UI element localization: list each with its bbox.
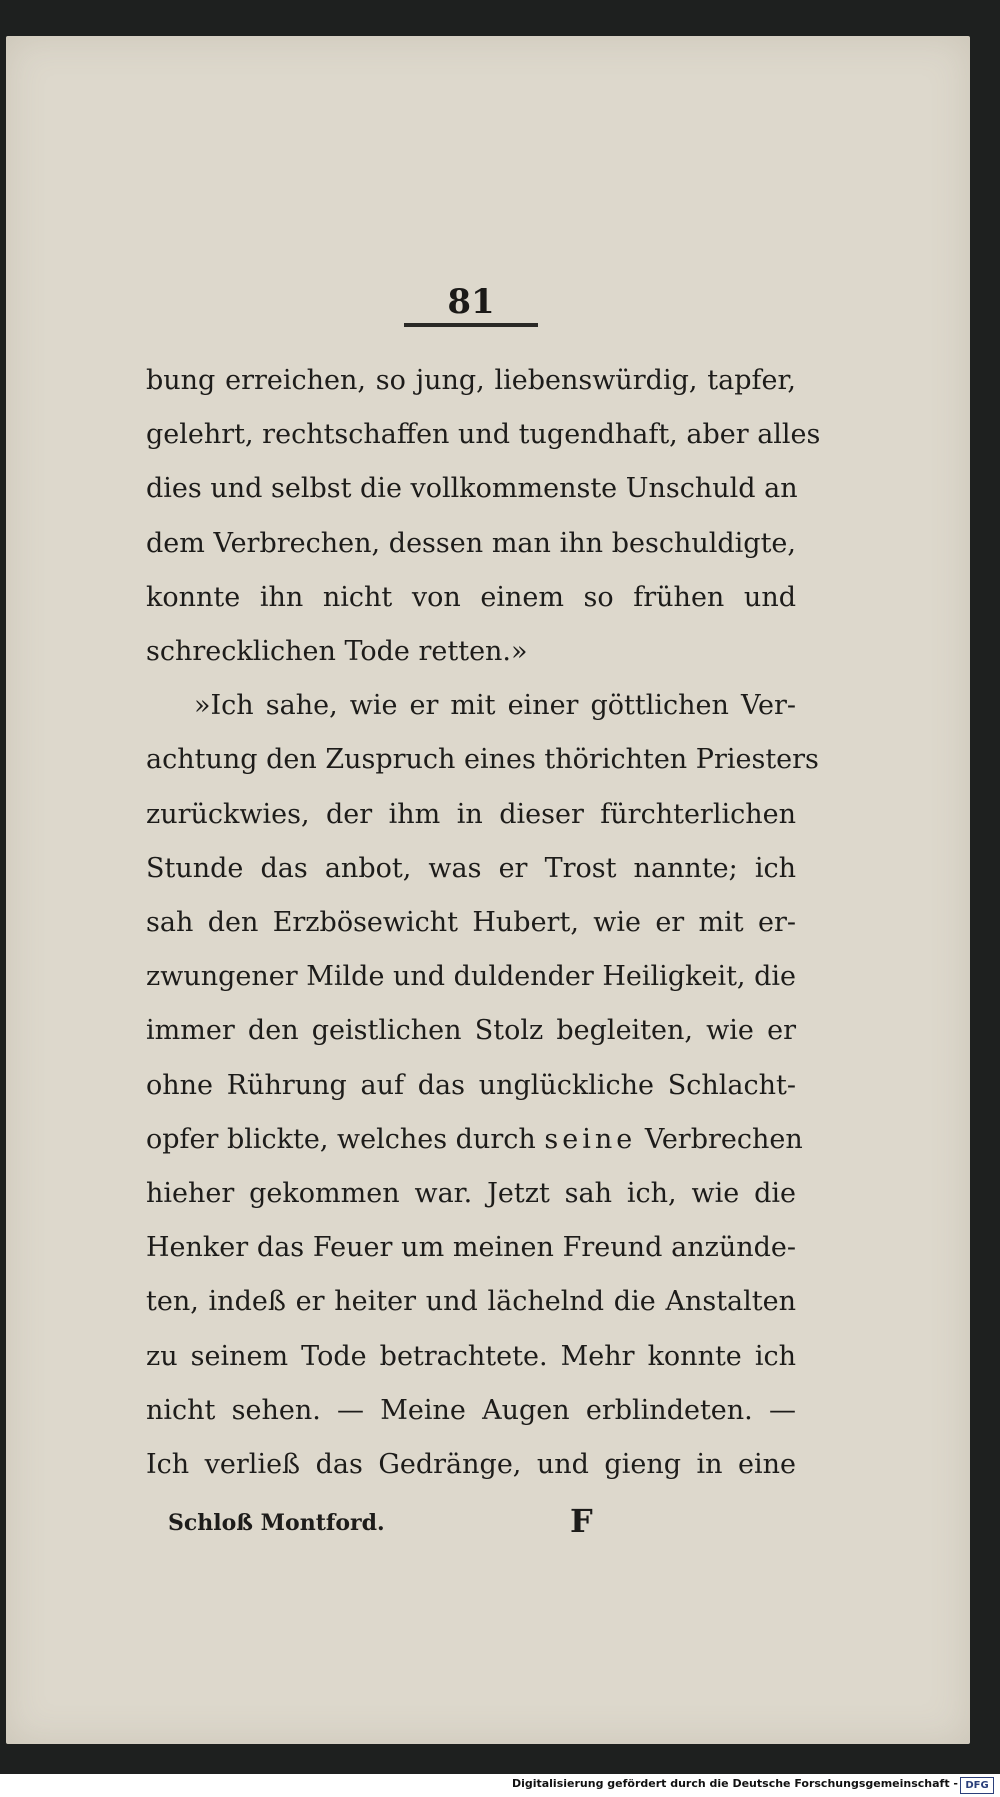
text-line: nicht sehen. — Meine Augen erblindeten. — xyxy=(146,1394,796,1426)
text-line: dies und selbst die vollkommenste Unschuld an xyxy=(146,473,798,505)
book-page xyxy=(6,36,970,1744)
text-line-start: opfer blickte, welches durch xyxy=(146,1123,536,1155)
dfg-logo-icon: DFG xyxy=(960,1777,994,1794)
text-line: schrecklichen Tode retten.» xyxy=(146,636,528,668)
text-line: Henker das Feuer um meinen Freund anzünde- xyxy=(146,1232,796,1264)
text-line xyxy=(146,1113,803,1167)
text-line: zurückwies, der ihm in dieser fürchterlichen xyxy=(146,798,796,830)
text-line: zwungener Milde und duldender Heiligkeit, die xyxy=(146,961,796,993)
text-line: ohne Rührung auf das unglückliche Schlacht- xyxy=(146,1069,796,1101)
text-line-end: Verbrechen xyxy=(644,1123,803,1155)
text-line: ten, indeß er heiter und lächelnd die Anstalten xyxy=(146,1286,796,1318)
text-line: achtung den Zuspruch eines thörichten Priesters xyxy=(146,744,819,776)
text-line: bung erreichen, so jung, liebenswürdig, tapfer, xyxy=(146,365,796,396)
signature-title: Schloß Montford. xyxy=(168,1510,385,1536)
text-line: konnte ihn nicht von einem so frühen und xyxy=(146,581,796,613)
text-line: immer den geistlichen Stolz begleiten, wie er xyxy=(146,1015,796,1047)
page-number: 81 xyxy=(447,282,495,322)
text-line: sah den Erzbösewicht Hubert, wie er mit er- xyxy=(146,907,796,939)
text-line: zu seinem Tode betrachtete. Mehr konnte ich xyxy=(146,1340,796,1372)
text-line: »Ich sahe, wie er mit einer göttlichen Ver- xyxy=(194,690,796,722)
text-line: Stunde das anbot, was er Trost nannte; ich xyxy=(146,852,796,884)
text-line: dem Verbrechen, dessen man ihn beschuldigte, xyxy=(146,527,796,559)
emphasis-word: seine xyxy=(544,1123,637,1155)
signature-mark: F xyxy=(570,1502,593,1540)
header-rule xyxy=(404,323,538,327)
body-text xyxy=(146,354,821,1492)
text-line: Ich verließ das Gedränge, und gieng in eine xyxy=(146,1449,796,1481)
text-line: gelehrt, rechtschaffen und tugendhaft, aber alles xyxy=(146,419,821,451)
text-line: hieher gekommen war. Jetzt sah ich, wie die xyxy=(146,1178,796,1210)
digitization-credit: Digitalisierung gefördert durch die Deutsche Forschungsgemeinschaft - xyxy=(511,1777,958,1790)
